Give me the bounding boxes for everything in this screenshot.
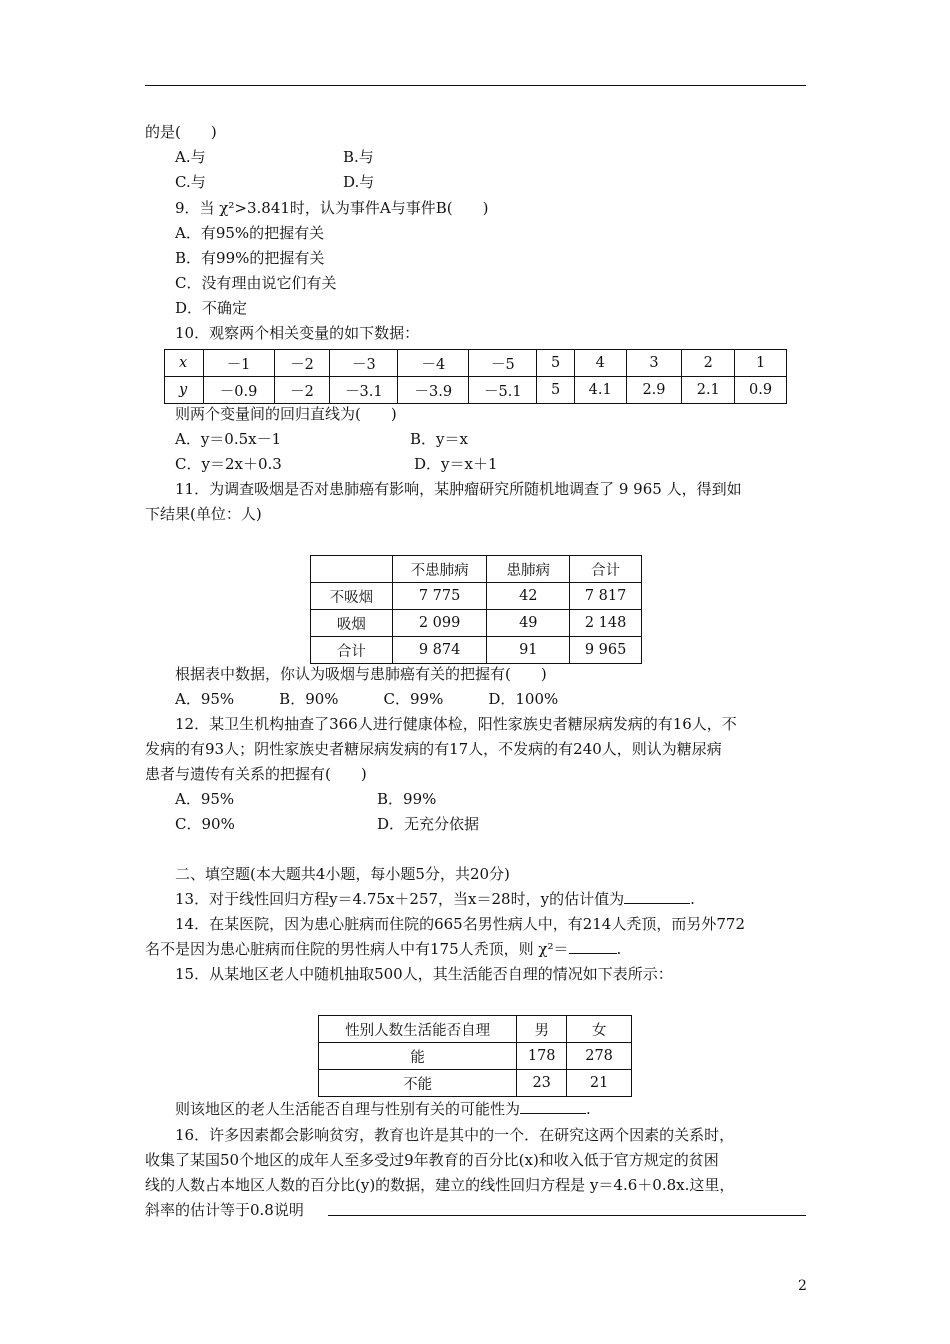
header-rule [145,85,806,86]
x-cell: －3 [330,350,398,377]
q14-answer-blank[interactable] [569,939,617,954]
q14-line-1: 14．在某医院，因为患心脏病而住院的665名男性病人中，有214人秃顶，而另外772 [175,915,745,933]
page-number: 2 [798,1278,807,1294]
y-cell: 5 [537,377,575,404]
y-cell: －2 [274,377,330,404]
q12-line-3: 患者与遗传有关系的把握有( ) [145,765,367,783]
q10-option-b: B．y＝x [410,430,468,448]
q10-after: 则两个变量间的回归直线为( ) [175,405,397,423]
q10-option-c: C．y＝2x＋0.3 [175,455,282,473]
x-cell: 5 [537,350,575,377]
table-cell: 2 148 [570,610,642,637]
y-label: y [165,377,204,404]
q12-option-b: B．99% [377,790,437,808]
x-cell: －1 [203,350,274,377]
q16-line-3: 线的人数占本地区人数的百分比(y)的数据，建立的线性回归方程是 y＝4.6＋0.8x.这里， [145,1176,735,1194]
table-cell: 吸烟 [311,610,393,637]
q8-option-a: A.与 [175,148,206,166]
q12-line-1: 12．某卫生机构抽查了366人进行健康体检，阳性家族史者糖尿病发病的有16人，不 [175,715,737,733]
q11-line-2: 下结果(单位：人) [145,505,262,523]
table-cell: 7 775 [392,583,487,610]
table-header-cell: 患肺病 [487,556,570,583]
x-cell: －2 [274,350,330,377]
q10-stem: 10．观察两个相关变量的如下数据： [175,324,420,342]
table-row [319,1070,632,1097]
x-cell: 4 [574,350,626,377]
q9-option-d: D．不确定 [175,299,248,317]
q15-table [318,1015,632,1097]
q14-text: 名不是因为患心脏病而住院的男性病人中有175人秃顶，则 χ²＝ [145,940,569,958]
table-cell: 49 [487,610,570,637]
table-header-row [311,556,642,583]
y-cell: －3.1 [330,377,398,404]
y-cell: －3.9 [398,377,469,404]
y-cell: 4.1 [574,377,626,404]
q12-option-d: D．无充分依据 [377,815,480,833]
q16-answer-blank[interactable] [328,1215,806,1216]
table-cell: 能 [319,1043,517,1070]
section-title: 二、填空题(本大题共4小题，每小题5分，共20分) [175,865,510,883]
q11-table [310,555,642,664]
q15-after: 则该地区的老人生活能否自理与性别有关的可能性为 [175,1100,521,1118]
q13-line [175,889,695,909]
table-row [319,1043,632,1070]
table-cell: 不能 [319,1070,517,1097]
q13-answer-blank[interactable] [624,889,690,904]
x-cell: 1 [735,350,787,377]
q8-option-d: D.与 [343,173,375,191]
table-cell: 178 [517,1043,567,1070]
x-cell: 2 [682,350,735,377]
q9-option-b: B．有99%的把握有关 [175,249,325,267]
q15-answer-blank[interactable] [520,1099,586,1114]
q12-line-2: 发病的有93人；阴性家族史者糖尿病发病的有17人，不发病的有240人，则认为糖尿病 [145,740,722,758]
q15-stem: 15．从某地区老人中随机抽取500人，其生活能否自理的情况如下表所示： [175,965,673,983]
y-cell: －0.9 [203,377,274,404]
q14-line-2 [145,939,621,959]
table-header-cell: 女 [567,1016,632,1043]
q10-option-d: D．y＝x＋1 [414,455,498,473]
table-header-cell: 男 [517,1016,567,1043]
q15-end: . [586,1100,591,1118]
y-cell: －5.1 [469,377,537,404]
table-header-cell: 不患肺病 [392,556,487,583]
x-cell: －5 [469,350,537,377]
q10-y-row [165,377,787,404]
q13-text: 13．对于线性回归方程y＝4.75x＋257，当x＝28时，y的估计值为 [175,890,625,908]
q12-option-c: C．90% [175,815,235,833]
table-cell: 21 [567,1070,632,1097]
q12-option-a: A．95% [175,790,235,808]
q16-line-2: 收集了某国50个地区的成年人至多受过9年教育的百分比(x)和收入低于官方规定的贫困 [145,1151,719,1169]
table-cell: 278 [567,1043,632,1070]
x-label: x [165,350,204,377]
q8-option-c: C.与 [175,173,206,191]
table-header-cell [311,556,393,583]
y-cell: 2.1 [682,377,735,404]
table-cell: 42 [487,583,570,610]
q8-option-b: B.与 [343,148,374,166]
table-cell: 9 965 [570,637,642,664]
table-row [311,610,642,637]
q11-line-1: 11．为调查吸烟是否对患肺癌有影响，某肿瘤研究所随机地调查了 9 965 人，得到如 [175,480,742,498]
q10-data-table [164,349,787,404]
q10-option-a: A．y＝0.5x－1 [175,430,282,448]
table-header-cell: 性别人数生活能否自理 [319,1016,517,1043]
table-cell: 7 817 [570,583,642,610]
q9-option-c: C．没有理由说它们有关 [175,274,337,292]
q16-line-1: 16．许多因素都会影响贫穷，教育也许是其中的一个．在研究这两个因素的关系时， [175,1126,735,1144]
table-cell: 不吸烟 [311,583,393,610]
table-cell: 2 099 [392,610,487,637]
y-cell: 0.9 [735,377,787,404]
q9-option-a: A．有95%的把握有关 [175,224,325,242]
table-cell: 91 [487,637,570,664]
q16-line-4: 斜率的估计等于0.8说明 [145,1201,304,1219]
q14-end: . [616,940,622,958]
x-cell: 3 [626,350,682,377]
table-row [311,637,642,664]
q13-end: . [690,890,695,908]
table-cell: 合计 [311,637,393,664]
q11-after: 根据表中数据，你认为吸烟与患肺癌有关的把握有( ) [175,665,547,683]
q10-x-row [165,350,787,377]
y-cell: 2.9 [626,377,682,404]
table-row [311,583,642,610]
table-header-row [319,1016,632,1043]
table-header-cell: 合计 [570,556,642,583]
q9-stem: 9．当 χ²>3.841时，认为事件A与事件B( ) [175,199,489,217]
table-cell: 9 874 [392,637,487,664]
q15-after-line [175,1099,591,1119]
x-cell: －4 [398,350,469,377]
q11-options: A．95% B．90% C．99% D．100% [175,690,559,708]
table-cell: 23 [517,1070,567,1097]
q8-stem: 的是( ) [145,123,217,141]
